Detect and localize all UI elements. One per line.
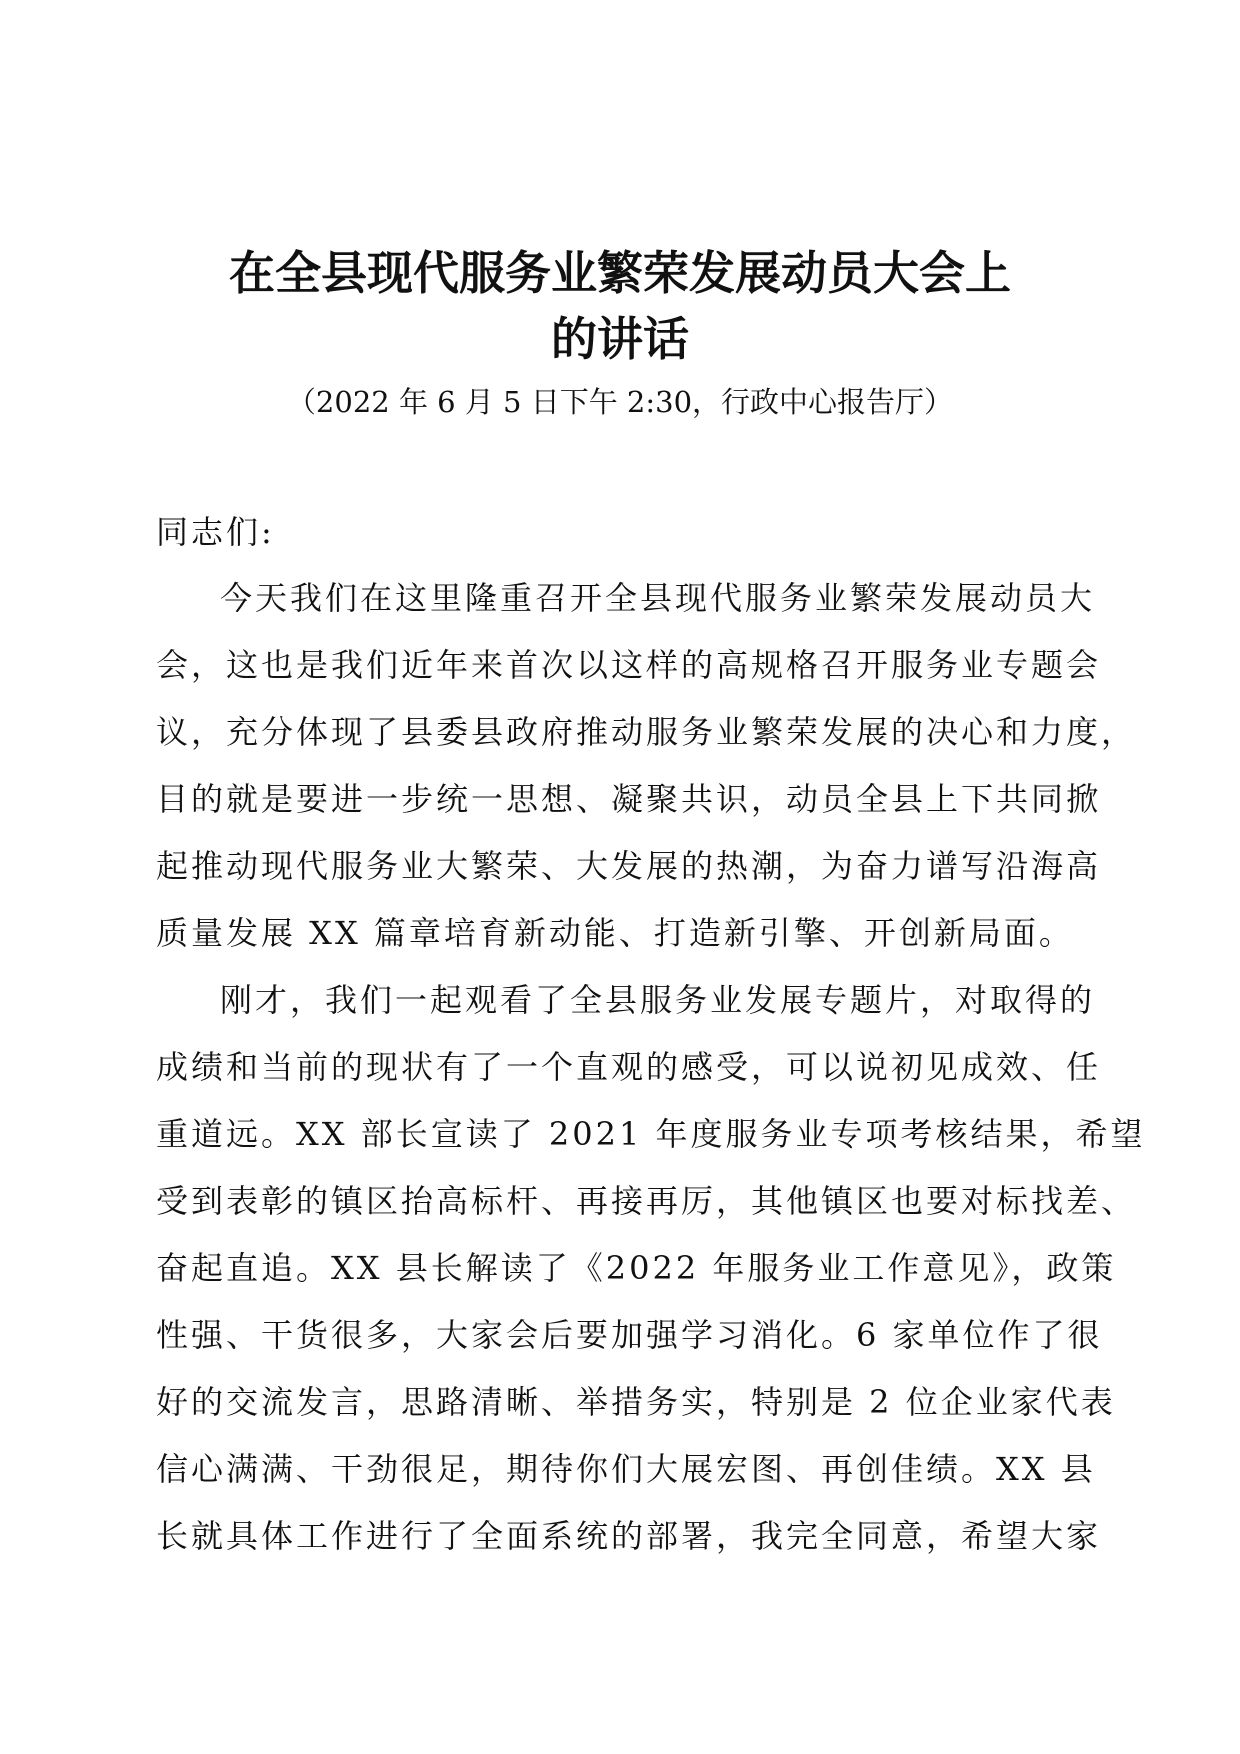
paragraph-line: 目的就是要进一步统一思想、凝聚共识，动员全县上下共同掀 <box>156 780 1102 818</box>
greeting: 同志们: <box>156 513 275 551</box>
paragraph-line: 信心满满、干劲很足，期待你们大展宏图、再创佳绩。XX 县 <box>156 1450 1096 1488</box>
paragraph-line: 受到表彰的镇区抬高标杆、再接再厉，其他镇区也要对标找差、 <box>156 1182 1137 1220</box>
paragraph-line: 长就具体工作进行了全面系统的部署，我完全同意，希望大家 <box>156 1517 1102 1555</box>
paragraph-line: 质量发展 XX 篇章培育新动能、打造新引擎、开创新局面。 <box>156 914 1074 952</box>
paragraph-line: 奋起直追。XX 县长解读了《2022 年服务业工作意见》，政策 <box>156 1249 1117 1287</box>
paragraph-line: 今天我们在这里隆重召开全县现代服务业繁荣发展动员大 <box>220 579 1096 617</box>
paragraph-line: 成绩和当前的现状有了一个直观的感受，可以说初见成效、任 <box>156 1048 1102 1086</box>
paragraph-line: 刚才，我们一起观看了全县服务业发展专题片，对取得的 <box>220 981 1096 1019</box>
paragraph-line: 重道远。XX 部长宣读了 2021 年度服务业专项考核结果，希望 <box>156 1115 1146 1153</box>
document-title-line-2: 的讲话 <box>551 312 689 366</box>
paragraph-line: 议，充分体现了县委县政府推动服务业繁荣发展的决心和力度， <box>156 713 1137 751</box>
document-title-line-1: 在全县现代服务业繁荣发展动员大会上 <box>229 246 1011 300</box>
paragraph-line: 性强、干货很多，大家会后要加强学习消化。6 家单位作了很 <box>156 1316 1103 1354</box>
paragraph-line: 会，这也是我们近年来首次以这样的高规格召开服务业专题会 <box>156 646 1102 684</box>
paragraph-line: 起推动现代服务业大繁荣、大发展的热潮，为奋力谱写沿海高 <box>156 847 1102 885</box>
document-subtitle: （2022 年 6 月 5 日下午 2:30，行政中心报告厅） <box>286 385 954 419</box>
paragraph-line: 好的交流发言，思路清晰、举措务实，特别是 2 位企业家代表 <box>156 1383 1116 1421</box>
